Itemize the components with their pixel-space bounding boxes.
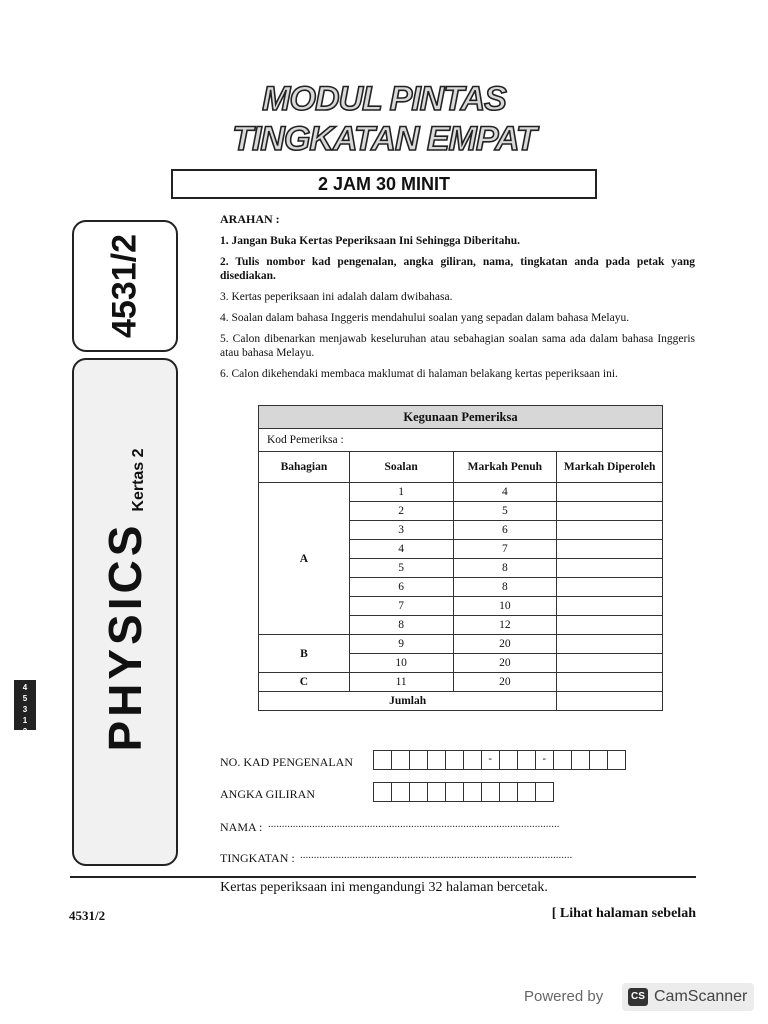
form-label: TINGKATAN : xyxy=(220,851,295,865)
soalan-cell: 3 xyxy=(349,521,453,540)
col-header-bahagian: Bahagian xyxy=(259,452,350,483)
next-page-note: [ Lihat halaman sebelah xyxy=(551,906,696,921)
table-row xyxy=(259,483,663,502)
markah-cell: 20 xyxy=(453,673,557,692)
examiner-code: Kod Pemeriksa : xyxy=(259,429,663,452)
spine-digit: 4 xyxy=(22,683,28,692)
ic-box[interactable] xyxy=(553,750,573,770)
index-box[interactable] xyxy=(445,782,465,802)
markah-cell: 10 xyxy=(453,597,557,616)
subject-label-group xyxy=(98,448,152,751)
markah-cell: 12 xyxy=(453,616,557,635)
title-line-2: TINGKATAN EMPAT xyxy=(232,120,536,158)
col-header-soalan: Soalan xyxy=(349,452,453,483)
diperoleh-cell[interactable] xyxy=(557,521,663,540)
markah-cell: 5 xyxy=(453,502,557,521)
spine-digit: 3 xyxy=(22,705,28,714)
ic-box[interactable] xyxy=(427,750,447,770)
diperoleh-cell[interactable] xyxy=(557,635,663,654)
index-box[interactable] xyxy=(535,782,555,802)
soalan-cell: 7 xyxy=(349,597,453,616)
markah-cell: 7 xyxy=(453,540,557,559)
markah-cell: 20 xyxy=(453,654,557,673)
total-label: Jumlah xyxy=(259,692,557,711)
soalan-cell: 6 xyxy=(349,578,453,597)
section-b: B xyxy=(259,635,350,673)
form-field[interactable]: ................................................................................................... xyxy=(300,849,573,861)
camscanner-icon: CS xyxy=(628,988,648,1006)
spine-code xyxy=(14,680,36,736)
diperoleh-cell[interactable] xyxy=(557,654,663,673)
table-title: Kegunaan Pemeriksa xyxy=(259,406,663,429)
instruction-item: 6. Calon dikehendaki membaca maklumat di halaman belakang kertas peperiksaan ini. xyxy=(220,368,618,380)
col-header-text: Markah Diperoleh xyxy=(563,461,656,473)
spine-digit: 2 xyxy=(22,727,28,736)
title-line-1: MODUL PINTAS xyxy=(262,80,506,118)
diperoleh-cell[interactable] xyxy=(557,673,663,692)
name-field[interactable]: .......................................................................................................... xyxy=(268,818,560,830)
ic-separator: - xyxy=(481,750,501,770)
index-number-label: ANGKA GILIRAN xyxy=(220,787,315,801)
footer-divider xyxy=(70,876,696,878)
soalan-cell: 10 xyxy=(349,654,453,673)
index-box[interactable] xyxy=(517,782,537,802)
subject-name: PHYSICS xyxy=(99,521,151,752)
markah-cell: 4 xyxy=(453,483,557,502)
camscanner-brand: CamScanner xyxy=(654,988,748,1005)
col-header-markah-diperoleh xyxy=(557,452,663,483)
ic-number-label: NO. KAD PENGENALAN xyxy=(220,755,353,769)
ic-box[interactable] xyxy=(499,750,519,770)
ic-number-boxes[interactable] xyxy=(374,750,626,770)
duration-box: 2 JAM 30 MINIT xyxy=(171,169,597,199)
ic-box[interactable] xyxy=(391,750,411,770)
instructions-list xyxy=(220,234,695,381)
instruction-item: 2. Tulis nombor kad pengenalan, angka giliran, nama, tingkatan anda pada petak yang disediakan. xyxy=(220,256,695,282)
soalan-cell: 5 xyxy=(349,559,453,578)
col-header-text: Markah Penuh xyxy=(467,461,543,473)
table-row xyxy=(259,673,663,692)
markah-cell: 8 xyxy=(453,578,557,597)
instruction-item: 5. Calon dibenarkan menjawab keseluruhan atau sebahagian soalan sama ada dalam bahasa Inggeris atau bahasa Melayu. xyxy=(220,333,695,359)
diperoleh-cell[interactable] xyxy=(557,559,663,578)
index-box[interactable] xyxy=(427,782,447,802)
index-box[interactable] xyxy=(409,782,429,802)
instructions xyxy=(220,212,695,388)
instruction-item: 1. Jangan Buka Kertas Peperiksaan Ini Sehingga Diberitahu. xyxy=(220,235,521,247)
markah-cell: 8 xyxy=(453,559,557,578)
soalan-cell: 8 xyxy=(349,616,453,635)
paper-code: 4531/2 xyxy=(105,234,144,338)
ic-box[interactable] xyxy=(463,750,483,770)
diperoleh-cell[interactable] xyxy=(557,502,663,521)
examiner-table xyxy=(258,405,663,711)
section-c: C xyxy=(259,673,350,692)
powered-by-text: Powered by xyxy=(524,988,604,1005)
index-box[interactable] xyxy=(463,782,483,802)
diperoleh-cell[interactable] xyxy=(557,540,663,559)
soalan-cell: 2 xyxy=(349,502,453,521)
ic-box[interactable] xyxy=(517,750,537,770)
instruction-item: 4. Soalan dalam bahasa Inggeris mendahului soalan yang sepadan dalam bahasa Melayu. xyxy=(220,312,630,324)
soalan-cell: 11 xyxy=(349,673,453,692)
camscanner-badge xyxy=(622,983,754,1011)
index-number-boxes[interactable] xyxy=(374,782,554,802)
index-box[interactable] xyxy=(481,782,501,802)
ic-box[interactable] xyxy=(607,750,627,770)
section-a: A xyxy=(259,483,350,635)
soalan-cell: 9 xyxy=(349,635,453,654)
total-row xyxy=(259,692,663,711)
instructions-heading: ARAHAN : xyxy=(220,212,280,226)
markah-cell: 20 xyxy=(453,635,557,654)
subject-box xyxy=(72,358,178,866)
total-cell[interactable] xyxy=(557,692,663,711)
ic-box[interactable] xyxy=(373,750,393,770)
table-row xyxy=(259,635,663,654)
diperoleh-cell[interactable] xyxy=(557,616,663,635)
page-count-note: Kertas peperiksaan ini mengandungi 32 halaman bercetak. xyxy=(220,880,548,895)
index-box[interactable] xyxy=(391,782,411,802)
diperoleh-cell[interactable] xyxy=(557,578,663,597)
instruction-item: 3. Kertas peperiksaan ini adalah dalam dwibahasa. xyxy=(220,291,453,303)
markah-cell: 6 xyxy=(453,521,557,540)
index-box[interactable] xyxy=(499,782,519,802)
ic-box[interactable] xyxy=(445,750,465,770)
diperoleh-cell[interactable] xyxy=(557,483,663,502)
ic-separator: - xyxy=(535,750,555,770)
ic-box[interactable] xyxy=(409,750,429,770)
index-box[interactable] xyxy=(373,782,393,802)
soalan-cell: 4 xyxy=(349,540,453,559)
paper-number: Kertas 2 xyxy=(130,448,147,512)
paper-code-box xyxy=(72,220,178,352)
ic-box[interactable] xyxy=(571,750,591,770)
name-label: NAMA : xyxy=(220,820,263,834)
spine-digit: 1 xyxy=(22,716,28,725)
col-header-markah-penuh xyxy=(453,452,557,483)
footer-paper-code: 4531/2 xyxy=(69,908,106,923)
spine-digit: 5 xyxy=(22,694,28,703)
ic-box[interactable] xyxy=(589,750,609,770)
soalan-cell: 1 xyxy=(349,483,453,502)
diperoleh-cell[interactable] xyxy=(557,597,663,616)
